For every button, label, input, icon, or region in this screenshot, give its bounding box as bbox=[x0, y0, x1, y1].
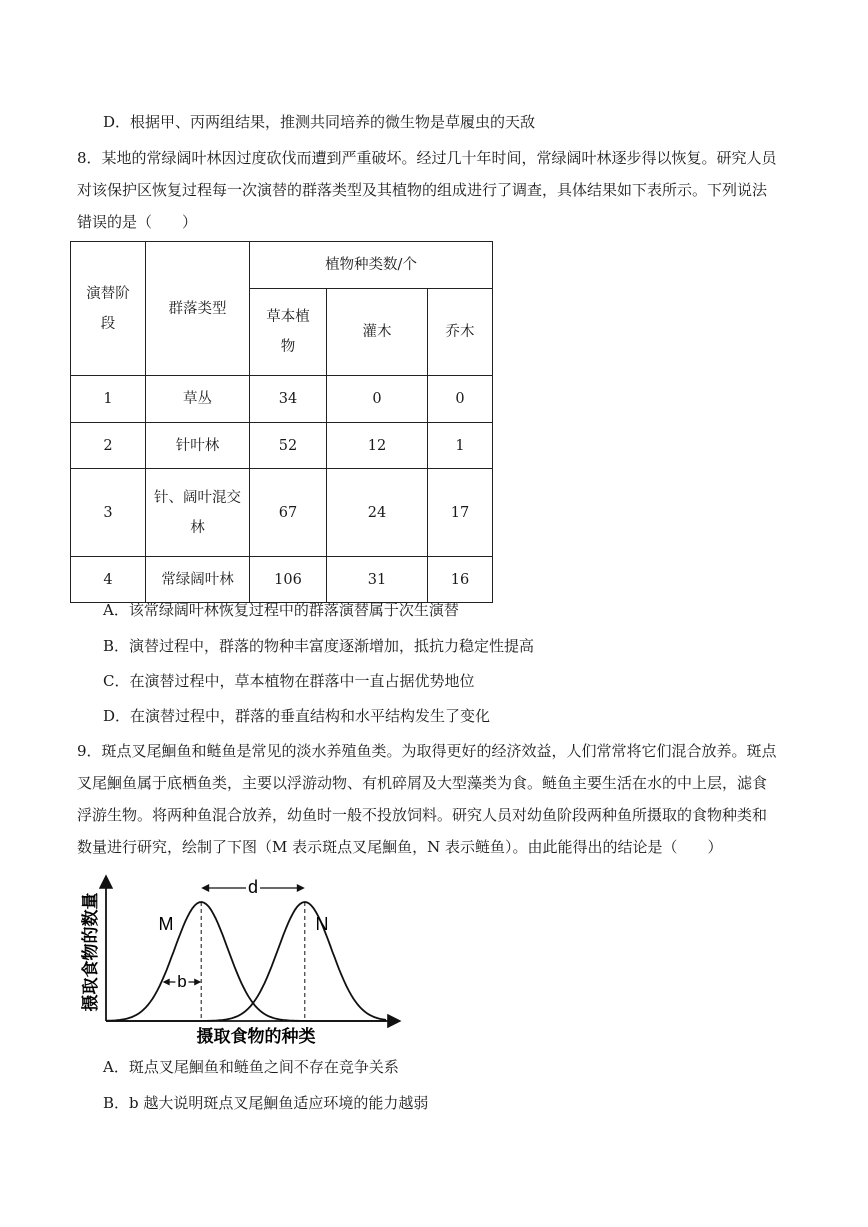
q9-stem-line-2: 叉尾鮰鱼属于底栖鱼类，主要以浮游动物、有机碎屑及大型藻类为食。鲢鱼主要生活在水的中上层，滤食 bbox=[77, 774, 768, 792]
q9-stem-line-4: 数量进行研究，绘制了下图（M 表示斑点叉尾鮰鱼，N 表示鲢鱼）。由此能得出的结论是（ ） bbox=[77, 838, 723, 856]
x-axis-label: 摄取食物的种类 bbox=[196, 1027, 316, 1046]
q8-stem-line-3: 错误的是（ ） bbox=[77, 213, 198, 231]
y-axis-label: 摄取食物的数量 bbox=[81, 892, 100, 1012]
q9-stem-line-3: 浮游生物。将两种鱼混合放养，幼鱼时一般不投放饲料。研究人员对幼鱼阶段两种鱼所摄取的食物种类和 bbox=[77, 806, 768, 824]
curve-m bbox=[106, 902, 386, 1021]
header-herb: 草本植 物 bbox=[250, 289, 327, 376]
succession-table bbox=[70, 241, 493, 603]
header-tree: 乔木 bbox=[428, 289, 493, 376]
q8-option-c: C．在演替过程中，草本植物在群落中一直占据优势地位 bbox=[103, 672, 475, 690]
q7-option-d: D．根据甲、丙两组结果，推测共同培养的微生物是草履虫的天敌 bbox=[103, 113, 536, 131]
q9-option-a: A．斑点叉尾鮰鱼和鲢鱼之间不存在竞争关系 bbox=[103, 1058, 399, 1076]
d-arrowhead-right bbox=[297, 884, 305, 892]
header-species-count: 植物种类数/个 bbox=[250, 242, 493, 289]
q9-stem-line-1: 9．斑点叉尾鮰鱼和鲢鱼是常见的淡水养殖鱼类。为取得更好的经济效益，人们常常将它们混合放养。斑点 bbox=[77, 742, 777, 760]
b-arrowhead-right bbox=[194, 979, 201, 986]
q9-option-b: B．b 越大说明斑点叉尾鮰鱼适应环境的能力越弱 bbox=[103, 1094, 429, 1112]
series-label-n: N bbox=[315, 914, 329, 934]
d-arrowhead-left bbox=[201, 884, 209, 892]
table-row: 1 草丛 34 0 0 bbox=[71, 376, 493, 423]
table-row: 2 针叶林 52 12 1 bbox=[71, 423, 493, 469]
q8-option-d: D．在演替过程中，群落的垂直结构和水平结构发生了变化 bbox=[103, 707, 491, 725]
series-label-m: M bbox=[158, 914, 174, 934]
q8-stem-line-1: 8．某地的常绿阔叶林因过度砍伐而遭到严重破坏。经过几十年时间，常绿阔叶林逐步得以恢复。研究人员 bbox=[77, 149, 777, 167]
q8-option-a: A．该常绿阔叶林恢复过程中的群落演替属于次生演替 bbox=[103, 601, 459, 619]
table-row: 4 常绿阔叶林 106 31 16 bbox=[71, 557, 493, 603]
b-arrowhead-left bbox=[163, 979, 170, 986]
food-niche-chart bbox=[76, 868, 406, 1048]
curve-n bbox=[106, 902, 386, 1021]
q8-stem-line-2: 对该保护区恢复过程每一次演替的群落类型及其植物的组成进行了调查，具体结果如下表所示。下列说法 bbox=[77, 181, 768, 199]
header-community-type: 群落类型 bbox=[146, 242, 250, 376]
table-row: 3 针、阔叶混交 林 67 24 17 bbox=[71, 469, 493, 557]
label-d: d bbox=[247, 877, 259, 897]
label-b: b bbox=[177, 972, 187, 991]
header-stage: 演替阶 段 bbox=[71, 242, 146, 376]
q8-option-b: B．演替过程中，群落的物种丰富度逐渐增加，抵抗力稳定性提高 bbox=[103, 637, 535, 655]
header-shrub: 灌木 bbox=[327, 289, 428, 376]
